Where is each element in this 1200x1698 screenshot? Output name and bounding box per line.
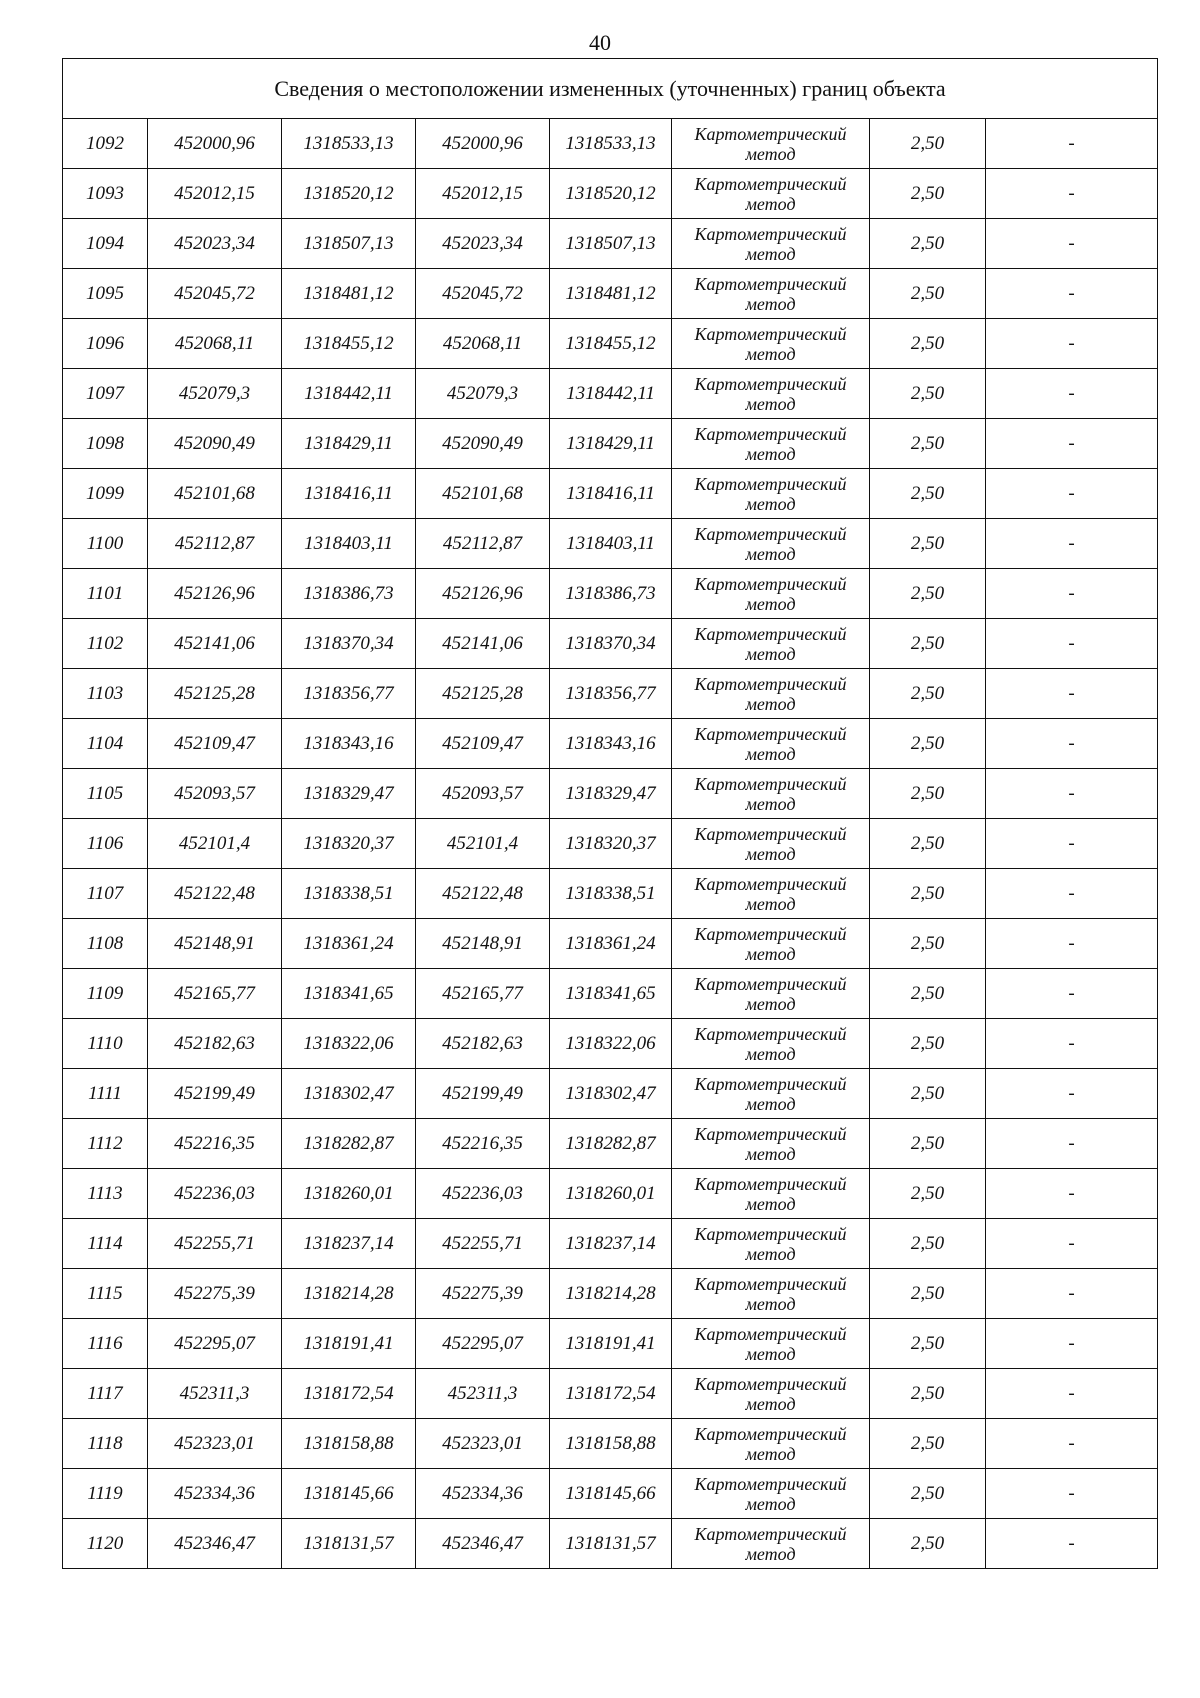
- cell-y-existing: 1318341,65: [282, 969, 416, 1019]
- cell-x-new: 452045,72: [416, 269, 550, 319]
- cell-precision: 2,50: [870, 919, 986, 969]
- cell-y-new: 1318282,87: [550, 1119, 672, 1169]
- cell-x-new: 452126,96: [416, 569, 550, 619]
- cell-x-existing: 452122,48: [148, 869, 282, 919]
- cell-x-existing: 452045,72: [148, 269, 282, 319]
- cell-point-number: 1093: [63, 169, 148, 219]
- cell-description: -: [986, 1119, 1158, 1169]
- cell-y-new: 1318260,01: [550, 1169, 672, 1219]
- cell-description: -: [986, 1369, 1158, 1419]
- cell-point-number: 1104: [63, 719, 148, 769]
- cell-x-existing: 452334,36: [148, 1469, 282, 1519]
- cell-precision: 2,50: [870, 819, 986, 869]
- table-row: [63, 369, 1158, 419]
- cell-precision: 2,50: [870, 119, 986, 169]
- cell-y-new: 1318172,54: [550, 1369, 672, 1419]
- cell-point-number: 1105: [63, 769, 148, 819]
- table-row: [63, 769, 1158, 819]
- cell-description: -: [986, 819, 1158, 869]
- cell-x-new: 452255,71: [416, 1219, 550, 1269]
- cell-description: -: [986, 469, 1158, 519]
- cell-precision: 2,50: [870, 719, 986, 769]
- cell-point-number: 1109: [63, 969, 148, 1019]
- cell-x-existing: 452101,4: [148, 819, 282, 869]
- cell-x-existing: 452199,49: [148, 1069, 282, 1119]
- cell-description: -: [986, 519, 1158, 569]
- cell-method: Картометрический метод: [672, 1169, 870, 1219]
- cell-method: Картометрический метод: [672, 1319, 870, 1369]
- cell-x-existing: 452148,91: [148, 919, 282, 969]
- cell-precision: 2,50: [870, 269, 986, 319]
- cell-x-new: 452141,06: [416, 619, 550, 669]
- cell-method: Картометрический метод: [672, 669, 870, 719]
- cell-x-new: 452093,57: [416, 769, 550, 819]
- cell-point-number: 1112: [63, 1119, 148, 1169]
- cell-method: Картометрический метод: [672, 769, 870, 819]
- cell-x-existing: 452236,03: [148, 1169, 282, 1219]
- cell-x-new: 452236,03: [416, 1169, 550, 1219]
- cell-x-new: 452275,39: [416, 1269, 550, 1319]
- cell-y-existing: 1318320,37: [282, 819, 416, 869]
- cell-description: -: [986, 969, 1158, 1019]
- cell-method: Картометрический метод: [672, 1469, 870, 1519]
- cell-y-new: 1318237,14: [550, 1219, 672, 1269]
- cell-description: -: [986, 1019, 1158, 1069]
- table-row: [63, 1519, 1158, 1569]
- cell-y-existing: 1318356,77: [282, 669, 416, 719]
- table-row: [63, 1319, 1158, 1369]
- cell-x-new: 452023,34: [416, 219, 550, 269]
- cell-method: Картометрический метод: [672, 1119, 870, 1169]
- cell-x-existing: 452101,68: [148, 469, 282, 519]
- cell-x-new: 452000,96: [416, 119, 550, 169]
- cell-point-number: 1100: [63, 519, 148, 569]
- cell-x-existing: 452012,15: [148, 169, 282, 219]
- cell-precision: 2,50: [870, 869, 986, 919]
- cell-y-existing: 1318361,24: [282, 919, 416, 969]
- cell-x-new: 452112,87: [416, 519, 550, 569]
- cell-description: -: [986, 769, 1158, 819]
- cell-x-existing: 452068,11: [148, 319, 282, 369]
- cell-point-number: 1113: [63, 1169, 148, 1219]
- cell-point-number: 1108: [63, 919, 148, 969]
- cell-point-number: 1116: [63, 1319, 148, 1369]
- cell-precision: 2,50: [870, 319, 986, 369]
- cell-method: Картометрический метод: [672, 269, 870, 319]
- cell-description: -: [986, 1319, 1158, 1369]
- cell-method: Картометрический метод: [672, 169, 870, 219]
- cell-description: -: [986, 1269, 1158, 1319]
- cell-y-existing: 1318455,12: [282, 319, 416, 369]
- cell-description: -: [986, 669, 1158, 719]
- cell-y-existing: 1318481,12: [282, 269, 416, 319]
- boundary-coordinates-table: [62, 58, 1158, 1569]
- cell-method: Картометрический метод: [672, 519, 870, 569]
- cell-x-existing: 452125,28: [148, 669, 282, 719]
- cell-precision: 2,50: [870, 1119, 986, 1169]
- cell-y-existing: 1318302,47: [282, 1069, 416, 1119]
- cell-method: Картометрический метод: [672, 119, 870, 169]
- cell-y-new: 1318320,37: [550, 819, 672, 869]
- cell-x-existing: 452182,63: [148, 1019, 282, 1069]
- table-row: [63, 319, 1158, 369]
- cell-y-existing: 1318237,14: [282, 1219, 416, 1269]
- cell-method: Картометрический метод: [672, 919, 870, 969]
- cell-precision: 2,50: [870, 169, 986, 219]
- cell-method: Картометрический метод: [672, 969, 870, 1019]
- cell-y-new: 1318442,11: [550, 369, 672, 419]
- table-row: [63, 819, 1158, 869]
- cell-y-new: 1318533,13: [550, 119, 672, 169]
- table-row: [63, 969, 1158, 1019]
- cell-x-new: 452311,3: [416, 1369, 550, 1419]
- table-row: [63, 869, 1158, 919]
- cell-x-new: 452148,91: [416, 919, 550, 969]
- cell-y-existing: 1318172,54: [282, 1369, 416, 1419]
- cell-method: Картометрический метод: [672, 619, 870, 669]
- cell-precision: 2,50: [870, 1369, 986, 1419]
- cell-y-new: 1318302,47: [550, 1069, 672, 1119]
- cell-point-number: 1115: [63, 1269, 148, 1319]
- cell-y-existing: 1318260,01: [282, 1169, 416, 1219]
- cell-x-existing: 452255,71: [148, 1219, 282, 1269]
- table-row: [63, 569, 1158, 619]
- cell-x-existing: 452275,39: [148, 1269, 282, 1319]
- cell-x-existing: 452295,07: [148, 1319, 282, 1369]
- table-row: [63, 1169, 1158, 1219]
- cell-x-new: 452012,15: [416, 169, 550, 219]
- cell-x-new: 452165,77: [416, 969, 550, 1019]
- cell-y-new: 1318370,34: [550, 619, 672, 669]
- cell-x-new: 452101,68: [416, 469, 550, 519]
- cell-y-new: 1318386,73: [550, 569, 672, 619]
- cell-description: -: [986, 369, 1158, 419]
- cell-x-existing: 452346,47: [148, 1519, 282, 1569]
- table-row: [63, 1369, 1158, 1419]
- cell-precision: 2,50: [870, 419, 986, 469]
- cell-y-existing: 1318282,87: [282, 1119, 416, 1169]
- cell-precision: 2,50: [870, 1419, 986, 1469]
- cell-x-new: 452090,49: [416, 419, 550, 469]
- table-row: [63, 419, 1158, 469]
- cell-y-existing: 1318158,88: [282, 1419, 416, 1469]
- cell-y-new: 1318191,41: [550, 1319, 672, 1369]
- cell-precision: 2,50: [870, 769, 986, 819]
- cell-point-number: 1102: [63, 619, 148, 669]
- cell-y-new: 1318329,47: [550, 769, 672, 819]
- cell-point-number: 1096: [63, 319, 148, 369]
- table-row: [63, 269, 1158, 319]
- cell-description: -: [986, 1419, 1158, 1469]
- cell-point-number: 1103: [63, 669, 148, 719]
- cell-description: -: [986, 1069, 1158, 1119]
- cell-precision: 2,50: [870, 969, 986, 1019]
- cell-y-new: 1318403,11: [550, 519, 672, 569]
- cell-x-new: 452122,48: [416, 869, 550, 919]
- cell-point-number: 1099: [63, 469, 148, 519]
- cell-description: -: [986, 269, 1158, 319]
- cell-y-existing: 1318429,11: [282, 419, 416, 469]
- table-row: [63, 719, 1158, 769]
- cell-description: -: [986, 419, 1158, 469]
- cell-precision: 2,50: [870, 1469, 986, 1519]
- cell-method: Картометрический метод: [672, 1419, 870, 1469]
- cell-x-new: 452125,28: [416, 669, 550, 719]
- cell-x-existing: 452141,06: [148, 619, 282, 669]
- cell-precision: 2,50: [870, 369, 986, 419]
- cell-description: -: [986, 169, 1158, 219]
- cell-x-existing: 452216,35: [148, 1119, 282, 1169]
- table-row: [63, 1119, 1158, 1169]
- cell-description: -: [986, 569, 1158, 619]
- cell-y-new: 1318341,65: [550, 969, 672, 1019]
- cell-precision: 2,50: [870, 519, 986, 569]
- cell-y-existing: 1318329,47: [282, 769, 416, 819]
- cell-point-number: 1110: [63, 1019, 148, 1069]
- cell-precision: 2,50: [870, 569, 986, 619]
- page-number: 40: [589, 30, 611, 55]
- cell-y-existing: 1318145,66: [282, 1469, 416, 1519]
- table-row: [63, 119, 1158, 169]
- cell-y-new: 1318131,57: [550, 1519, 672, 1569]
- cell-method: Картометрический метод: [672, 1069, 870, 1119]
- cell-description: -: [986, 119, 1158, 169]
- table-title-row: [63, 59, 1158, 119]
- table-row: [63, 469, 1158, 519]
- table-title: Сведения о местоположении измененных (уточненных) границ объекта: [63, 59, 1158, 119]
- cell-method: Картометрический метод: [672, 219, 870, 269]
- cell-y-new: 1318356,77: [550, 669, 672, 719]
- cell-y-existing: 1318442,11: [282, 369, 416, 419]
- cell-y-new: 1318214,28: [550, 1269, 672, 1319]
- cell-y-new: 1318429,11: [550, 419, 672, 469]
- cell-precision: 2,50: [870, 1219, 986, 1269]
- table-row: [63, 619, 1158, 669]
- cell-y-new: 1318338,51: [550, 869, 672, 919]
- cell-point-number: 1118: [63, 1419, 148, 1469]
- cell-x-existing: 452126,96: [148, 569, 282, 619]
- cell-y-existing: 1318507,13: [282, 219, 416, 269]
- cell-x-new: 452199,49: [416, 1069, 550, 1119]
- cell-precision: 2,50: [870, 1269, 986, 1319]
- cell-y-new: 1318343,16: [550, 719, 672, 769]
- cell-x-existing: 452311,3: [148, 1369, 282, 1419]
- cell-point-number: 1092: [63, 119, 148, 169]
- cell-method: Картометрический метод: [672, 469, 870, 519]
- cell-y-new: 1318322,06: [550, 1019, 672, 1069]
- cell-point-number: 1117: [63, 1369, 148, 1419]
- cell-y-new: 1318416,11: [550, 469, 672, 519]
- cell-y-existing: 1318370,34: [282, 619, 416, 669]
- cell-y-existing: 1318520,12: [282, 169, 416, 219]
- cell-x-existing: 452000,96: [148, 119, 282, 169]
- cell-x-existing: 452079,3: [148, 369, 282, 419]
- cell-y-existing: 1318343,16: [282, 719, 416, 769]
- cell-point-number: 1111: [63, 1069, 148, 1119]
- cell-y-existing: 1318533,13: [282, 119, 416, 169]
- cell-method: Картометрический метод: [672, 319, 870, 369]
- cell-point-number: 1098: [63, 419, 148, 469]
- cell-method: Картометрический метод: [672, 569, 870, 619]
- cell-point-number: 1101: [63, 569, 148, 619]
- cell-x-existing: 452093,57: [148, 769, 282, 819]
- cell-x-existing: 452109,47: [148, 719, 282, 769]
- cell-method: Картометрический метод: [672, 419, 870, 469]
- table-row: [63, 519, 1158, 569]
- table-row: [63, 219, 1158, 269]
- cell-description: -: [986, 869, 1158, 919]
- table-row: [63, 1019, 1158, 1069]
- cell-point-number: 1114: [63, 1219, 148, 1269]
- cell-precision: 2,50: [870, 1069, 986, 1119]
- cell-precision: 2,50: [870, 219, 986, 269]
- cell-description: -: [986, 619, 1158, 669]
- cell-x-new: 452346,47: [416, 1519, 550, 1569]
- table-row: [63, 1269, 1158, 1319]
- cell-x-existing: 452090,49: [148, 419, 282, 469]
- cell-y-existing: 1318131,57: [282, 1519, 416, 1569]
- cell-x-new: 452079,3: [416, 369, 550, 419]
- cell-point-number: 1107: [63, 869, 148, 919]
- cell-method: Картометрический метод: [672, 719, 870, 769]
- cell-precision: 2,50: [870, 1019, 986, 1069]
- cell-precision: 2,50: [870, 619, 986, 669]
- cell-x-existing: 452023,34: [148, 219, 282, 269]
- cell-point-number: 1097: [63, 369, 148, 419]
- cell-precision: 2,50: [870, 1319, 986, 1369]
- cell-y-new: 1318158,88: [550, 1419, 672, 1469]
- cell-x-existing: 452323,01: [148, 1419, 282, 1469]
- table-row: [63, 1469, 1158, 1519]
- table-row: [63, 919, 1158, 969]
- cell-precision: 2,50: [870, 469, 986, 519]
- cell-description: -: [986, 919, 1158, 969]
- cell-description: -: [986, 319, 1158, 369]
- cell-method: Картометрический метод: [672, 369, 870, 419]
- cell-method: Картометрический метод: [672, 1269, 870, 1319]
- cell-y-existing: 1318214,28: [282, 1269, 416, 1319]
- cell-y-new: 1318520,12: [550, 169, 672, 219]
- cell-y-new: 1318481,12: [550, 269, 672, 319]
- cell-x-new: 452068,11: [416, 319, 550, 369]
- cell-y-new: 1318507,13: [550, 219, 672, 269]
- cell-y-new: 1318361,24: [550, 919, 672, 969]
- cell-point-number: 1120: [63, 1519, 148, 1569]
- cell-x-new: 452109,47: [416, 719, 550, 769]
- cell-y-new: 1318145,66: [550, 1469, 672, 1519]
- cell-description: -: [986, 1219, 1158, 1269]
- cell-precision: 2,50: [870, 669, 986, 719]
- table-row: [63, 669, 1158, 719]
- cell-x-new: 452295,07: [416, 1319, 550, 1369]
- cell-y-existing: 1318403,11: [282, 519, 416, 569]
- cell-y-new: 1318455,12: [550, 319, 672, 369]
- cell-method: Картометрический метод: [672, 1219, 870, 1269]
- cell-method: Картометрический метод: [672, 1369, 870, 1419]
- cell-method: Картометрический метод: [672, 819, 870, 869]
- cell-method: Картометрический метод: [672, 1519, 870, 1569]
- cell-point-number: 1094: [63, 219, 148, 269]
- cell-method: Картометрический метод: [672, 1019, 870, 1069]
- cell-x-new: 452323,01: [416, 1419, 550, 1469]
- cell-description: -: [986, 1469, 1158, 1519]
- table-row: [63, 1069, 1158, 1119]
- cell-description: -: [986, 219, 1158, 269]
- cell-x-new: 452334,36: [416, 1469, 550, 1519]
- cell-y-existing: 1318322,06: [282, 1019, 416, 1069]
- cell-y-existing: 1318386,73: [282, 569, 416, 619]
- cell-x-new: 452182,63: [416, 1019, 550, 1069]
- cell-x-new: 452101,4: [416, 819, 550, 869]
- cell-x-new: 452216,35: [416, 1119, 550, 1169]
- cell-method: Картометрический метод: [672, 869, 870, 919]
- table-row: [63, 1219, 1158, 1269]
- table-row: [63, 1419, 1158, 1469]
- cell-description: -: [986, 719, 1158, 769]
- cell-x-existing: 452112,87: [148, 519, 282, 569]
- cell-description: -: [986, 1519, 1158, 1569]
- table-row: [63, 169, 1158, 219]
- cell-precision: 2,50: [870, 1519, 986, 1569]
- cell-y-existing: 1318338,51: [282, 869, 416, 919]
- cell-y-existing: 1318191,41: [282, 1319, 416, 1369]
- cell-point-number: 1095: [63, 269, 148, 319]
- cell-point-number: 1106: [63, 819, 148, 869]
- cell-description: -: [986, 1169, 1158, 1219]
- cell-y-existing: 1318416,11: [282, 469, 416, 519]
- cell-precision: 2,50: [870, 1169, 986, 1219]
- cell-x-existing: 452165,77: [148, 969, 282, 1019]
- cell-point-number: 1119: [63, 1469, 148, 1519]
